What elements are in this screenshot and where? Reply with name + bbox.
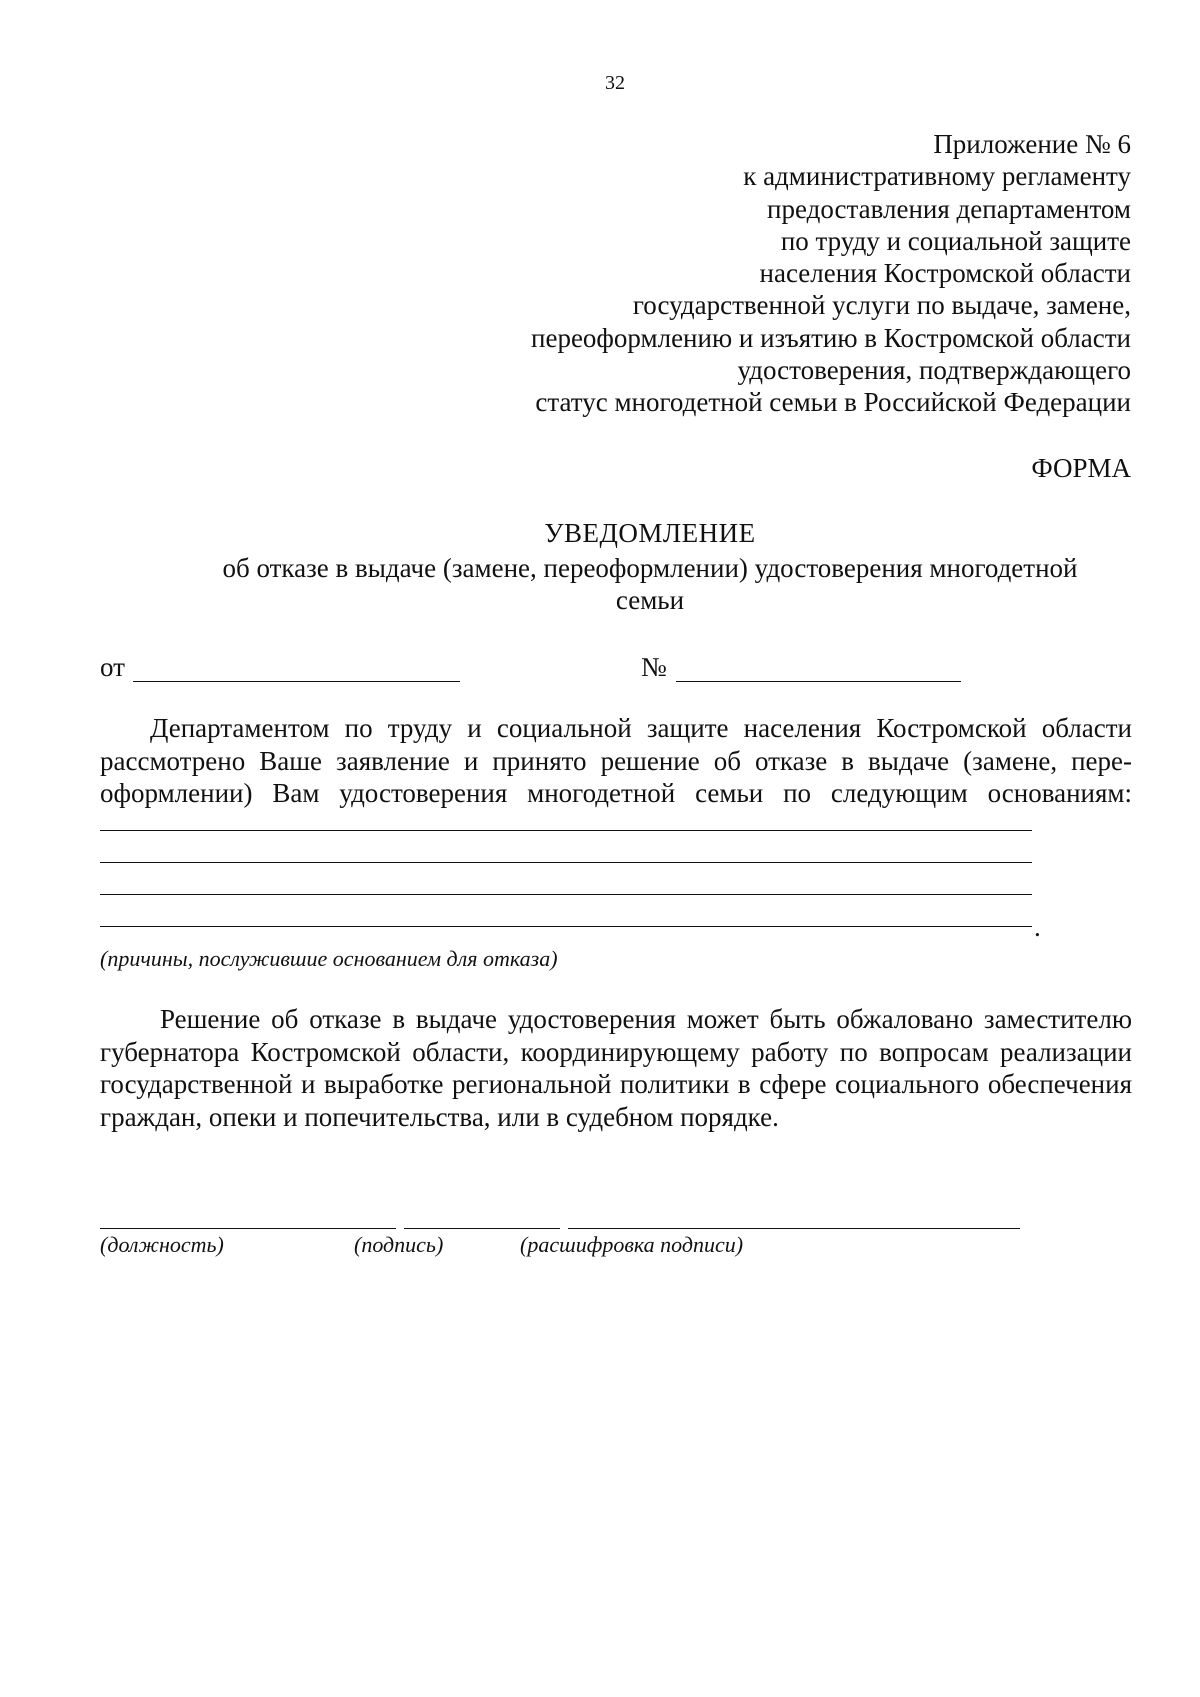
position-caption: (должность) [100, 1232, 224, 1257]
document-subtitle: об отказе в выдаче (замене, переоформлении) удостоверения многодетной семьи [222, 553, 1078, 615]
appendix-line: к административному регламенту [743, 161, 1131, 192]
reason-blank-line [100, 894, 1032, 895]
reason-caption: (причины, послужившие основанием для отказа) [100, 946, 558, 971]
from-date-label: от [100, 652, 125, 682]
reason-blank-line [100, 830, 1032, 831]
document-title: УВЕДОМЛЕНИЕ [544, 518, 756, 548]
appendix-line: населения Костромской области [759, 258, 1131, 289]
position-blank-line [100, 1228, 396, 1229]
signature-caption: (подпись) [354, 1232, 444, 1257]
from-date-field [133, 681, 460, 682]
appendix-line: статус многодетной семьи в Российской Федерации [535, 387, 1131, 418]
appendix-line: переоформлению и изъятию в Костромской области [531, 322, 1131, 353]
appendix-line: Приложение № 6 [933, 129, 1131, 159]
appeal-paragraph: Решение об отказе в выдаче удостоверения может быть обжаловано заместителю губернатора Костромской области, координирующему работу по вопросам реализации государственной и выработке региональной политики в сфере социального обеспечения граждан, опеки и попечительства, или в судебном порядке. [100, 1004, 1132, 1132]
number-label: № [641, 652, 667, 682]
signature-blank-line [404, 1228, 560, 1229]
reason-blank-line [100, 862, 1032, 863]
signature-decoding-blank-line [568, 1228, 1020, 1229]
reason-end-mark: . [1034, 912, 1041, 942]
appendix-line: предоставления департаментом [767, 193, 1131, 224]
appendix-line: по труду и социальной защите [780, 225, 1131, 256]
reason-blank-line [100, 926, 1032, 927]
signature-decoding-caption: (расшифровка подписи) [520, 1232, 744, 1257]
page-number: 32 [605, 72, 625, 94]
form-label: ФОРМА [1031, 453, 1131, 483]
number-field [676, 681, 961, 682]
appendix-line: удостоверения, подтверждающего [737, 355, 1131, 386]
appendix-line: государственной услуги по выдаче, замене, [632, 290, 1131, 321]
appendix-header [531, 128, 1131, 419]
decision-paragraph: Департаментом по труду и социальной защите населения Костромской области рассмотрено Ваше заявление и принято решение об отказе в выдаче (замене, пере-оформлении) Вам удостоверения многодетной семьи по следующим основаниям: [100, 713, 1132, 808]
